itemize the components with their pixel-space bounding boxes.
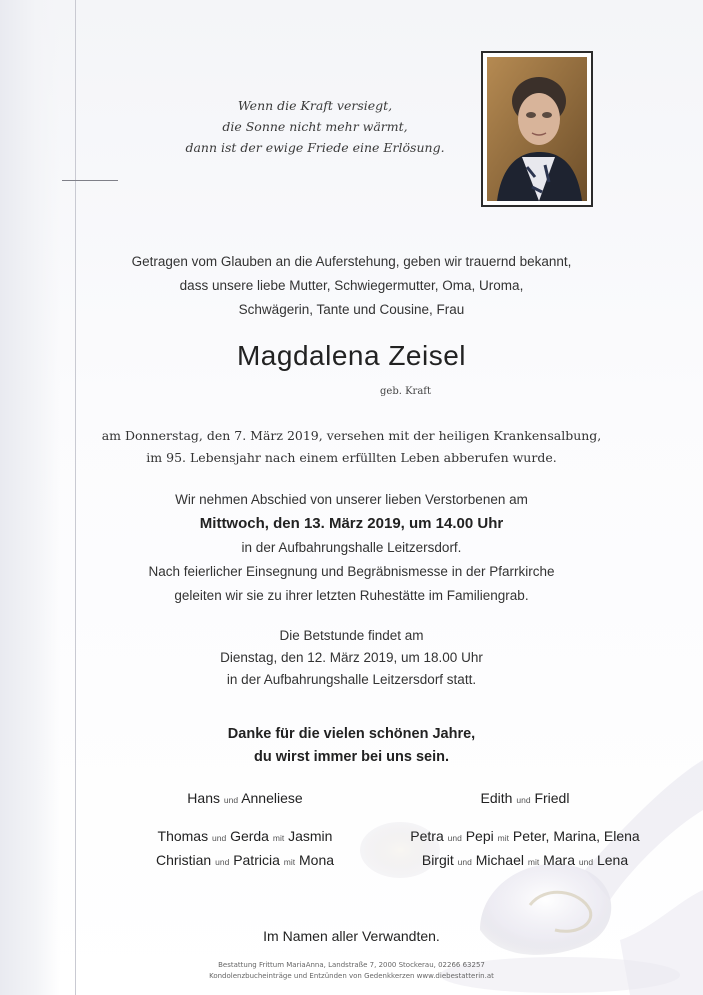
deceased-name: Magdalena Zeisel — [236, 340, 467, 371]
connector-und: und — [516, 795, 531, 805]
family-right-row-1 — [370, 790, 680, 806]
closing-line: Im Namen aller Verwandten. — [263, 928, 440, 944]
mourner-name: Gerda — [230, 828, 269, 844]
death-line: am Donnerstag, den 7. März 2019, versehen mit der heiligen Krankensalbung, — [101, 428, 602, 443]
mourner-name: Jasmin — [288, 828, 333, 844]
farewell-line: Wir nehmen Abschied von unserer lieben Verstorbenen am — [175, 492, 528, 507]
vigil-section — [0, 625, 703, 691]
announcement-intro — [0, 250, 703, 322]
thanks-line: du wirst immer bei uns sein. — [254, 749, 449, 765]
mourner-name: Lena — [596, 852, 629, 868]
intro-line: Getragen vom Glauben an die Auferstehung, geben wir trauernd bekannt, — [131, 254, 572, 269]
family-right-row-2 — [370, 828, 680, 844]
motto-line: dann ist der ewige Friede eine Erlösung. — [185, 140, 445, 155]
undertaker-footer — [0, 960, 703, 982]
mourner-name: Edith — [480, 790, 513, 806]
connector-und: und — [211, 833, 227, 843]
connector-mit: mit — [527, 857, 540, 867]
vigil-line: Dienstag, den 12. März 2019, um 18.00 Uhr — [220, 650, 483, 665]
family-right-row-3 — [370, 852, 680, 868]
intro-line: dass unsere liebe Mutter, Schwiegermutter, Oma, Uroma, — [179, 278, 524, 293]
thanks-line: Danke für die vielen schönen Jahre, — [227, 726, 476, 742]
mourner-name: Mara — [543, 852, 576, 868]
mourner-name: Anneliese — [241, 790, 303, 806]
thanks-message — [0, 723, 703, 769]
death-notice — [0, 425, 703, 469]
family-left-row-2 — [120, 828, 370, 844]
connector-und: und — [447, 833, 462, 843]
connector-und: und — [223, 795, 239, 805]
connector-und: und — [215, 857, 230, 867]
motto-quote — [160, 95, 470, 158]
farewell-line: geleiten wir sie zu ihrer letzten Ruhestätte im Familiengrab. — [174, 588, 529, 603]
mourner-name: Hans — [187, 790, 220, 806]
farewell-line: in der Aufbahrungshalle Leitzersdorf. — [241, 540, 462, 555]
farewell-line: Nach feierlicher Einsegnung und Begräbnismesse in der Pfarrkirche — [148, 564, 555, 579]
mourner-name: Birgit — [421, 852, 454, 868]
mourner-name: Christian — [155, 852, 212, 868]
mourner-name: Mona — [299, 852, 335, 868]
mourner-name: Patricia — [233, 852, 280, 868]
mourner-name: Peter, Marina, Elena — [512, 828, 640, 844]
farewell-section — [0, 488, 703, 608]
family-left-row-3 — [120, 852, 370, 868]
connector-mit: mit — [272, 833, 285, 843]
mourner-name: Petra — [410, 828, 444, 844]
connector-mit: mit — [283, 857, 296, 867]
footer-line: Bestattung Frittum MariaAnna, Landstraße 7, 2000 Stockerau, 02266 63257 — [218, 961, 485, 969]
portrait-photo — [487, 57, 587, 201]
family-left-row-1 — [120, 790, 370, 806]
maiden-name: geb. Kraft — [380, 386, 432, 397]
motto-line: die Sonne nicht mehr wärmt, — [222, 119, 408, 134]
mourner-name: Michael — [475, 852, 524, 868]
connector-mit: mit — [497, 833, 509, 843]
intro-line: Schwägerin, Tante und Cousine, Frau — [238, 302, 465, 317]
mourner-name: Thomas — [157, 828, 209, 844]
mourner-name: Friedl — [534, 790, 570, 806]
footer-line: Kondolenzbucheinträge und Entzünden von Gedenkkerzen www.diebestatterin.at — [209, 972, 494, 980]
motto-line: Wenn die Kraft versiegt, — [237, 98, 393, 113]
portrait-frame — [481, 51, 593, 207]
funeral-date: Mittwoch, den 13. März 2019, um 14.00 Uhr — [199, 515, 504, 532]
connector-und: und — [457, 857, 472, 867]
death-line: im 95. Lebensjahr nach einem erfüllten Leben abberufen wurde. — [146, 450, 557, 465]
decorative-dash — [62, 180, 118, 181]
connector-und: und — [578, 857, 594, 867]
vigil-line: Die Betstunde findet am — [279, 628, 424, 643]
mourner-name: Pepi — [465, 828, 494, 844]
vigil-line: in der Aufbahrungshalle Leitzersdorf statt. — [226, 672, 477, 687]
